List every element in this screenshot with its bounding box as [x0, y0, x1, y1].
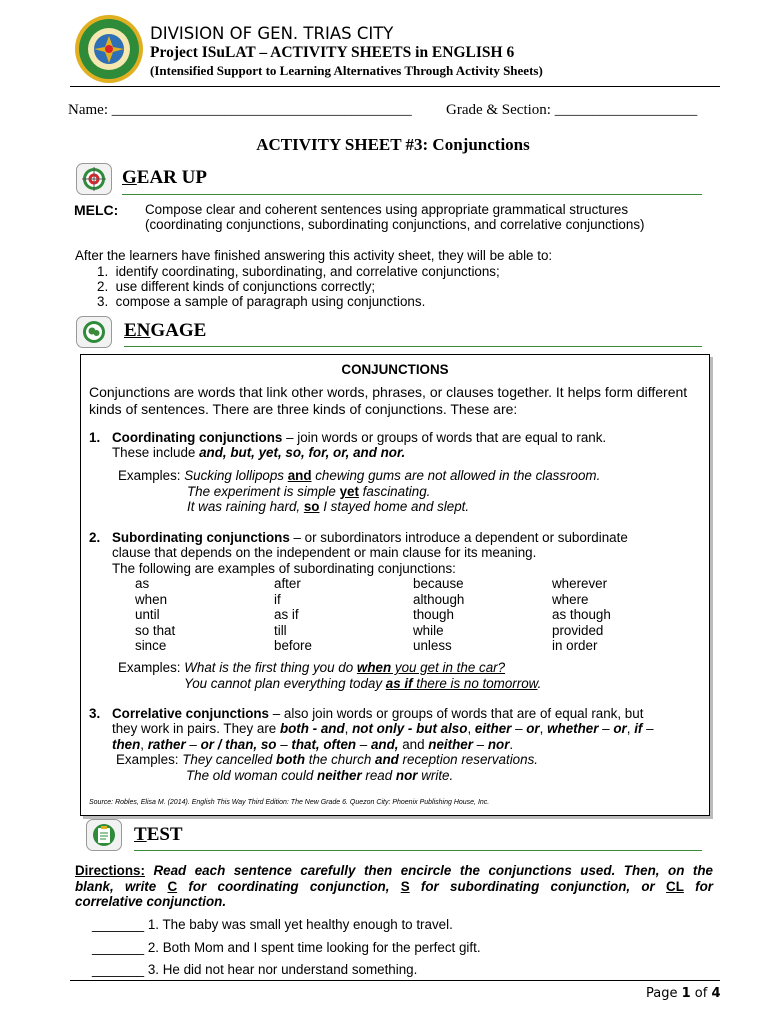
engage-initial: EN [124, 320, 151, 341]
example-conjunction: so [303, 499, 320, 514]
footer-divider [70, 980, 720, 981]
page-of: of [690, 986, 712, 1001]
correl-pair: neither [428, 737, 473, 752]
subord-word-grid [135, 576, 691, 654]
example-conjunction: neither [317, 768, 362, 783]
correl-text: – [185, 737, 201, 752]
example-conjunction: and [375, 752, 399, 767]
example-text: I stayed home and slept. [319, 499, 470, 514]
conjunctions-intro-1: Conjunctions are words that link other words, phrases, or clauses together. It helps form different [89, 384, 688, 400]
name-label: Name: [68, 102, 108, 118]
name-field[interactable] [68, 102, 412, 119]
correl-text: , [626, 721, 635, 736]
correl-pair: or [526, 721, 540, 736]
coord-def: – join words or groups of words that are equal to rank. [282, 430, 607, 445]
objective-number: 1. [97, 264, 109, 279]
subord-example-1 [118, 660, 505, 676]
division-name: DIVISION OF GEN. TRIAS CITY [150, 24, 394, 43]
correl-pair: that, often [291, 737, 357, 752]
melc-label: MELC: [74, 202, 119, 218]
correl-text: , [539, 721, 548, 736]
objective-item [97, 264, 500, 280]
directions-text: for subordinating conjunction, or [409, 879, 667, 894]
correl-pair: both - and [279, 721, 345, 736]
correl-pair: nor [487, 737, 510, 752]
coord-term: Coordinating conjunctions [112, 430, 283, 445]
objective-number: 3. [97, 294, 109, 309]
correl-pair: then [112, 737, 141, 752]
example-conjunction: as if [385, 676, 413, 691]
example-text: fascinating. [358, 484, 431, 499]
subord-term: Subordinating conjunctions [112, 530, 290, 545]
correl-pair: or [613, 721, 627, 736]
correl-definition [112, 706, 643, 722]
objective-item [97, 279, 375, 295]
correl-pair: or / than, so [200, 737, 277, 752]
directions-line-1 [75, 863, 713, 879]
directions-line-3: correlative conjunction. [75, 894, 227, 909]
page-indicator [646, 986, 721, 1001]
objective-text: use different kinds of conjunctions correctly; [115, 279, 376, 294]
example-text: chewing gums are not allowed in the classroom. [311, 468, 601, 483]
gear-up-rest: EAR UP [136, 167, 207, 188]
example-text: write. [417, 768, 454, 783]
example-text: . [537, 676, 542, 691]
correl-text: – [598, 721, 614, 736]
conjunctions-box-title: CONJUNCTIONS [341, 362, 449, 377]
subord-def-line-2: clause that depends on the independent or main clause for its meaning. [112, 545, 537, 560]
correl-pair: rather [147, 737, 186, 752]
conjunctions-intro-2: kinds of sentences. There are three kinds of conjunctions. These are: [89, 401, 518, 417]
correl-example-2 [186, 768, 453, 784]
subord-def-line-3: The following are examples of subordinating conjunctions: [112, 561, 456, 576]
subord-word: after [274, 576, 301, 591]
correl-examples-label: Examples: [116, 752, 183, 767]
subord-examples-label: Examples: [118, 660, 185, 675]
directions-code: C [167, 879, 178, 894]
name-blank: ________________________________________ [111, 102, 412, 118]
activity-title: ACTIVITY SHEET #3: Conjunctions [256, 135, 530, 154]
directions-code: CL [666, 879, 684, 894]
project-title: Project ISuLAT – ACTIVITY SHEETS in ENGLISH 6 [150, 44, 515, 61]
directions-code: S [400, 879, 410, 894]
answer-blank[interactable]: _______ [92, 940, 145, 955]
correl-pair: whether [547, 721, 599, 736]
subord-def: – or subordinators introduce a dependent or subordinate [289, 530, 628, 545]
engage-brain-icon [76, 316, 112, 348]
example-text: They cancelled [182, 752, 277, 767]
directions-text: blank, write [75, 879, 168, 894]
correl-pair: if [634, 721, 643, 736]
project-tagline: (Intensified Support to Learning Alternatives Through Activity Sheets) [150, 63, 543, 78]
subord-word: wherever [552, 576, 608, 591]
example-text: you get in the car? [391, 660, 506, 675]
test-clipboard-icon [86, 819, 122, 851]
test-item-text: 1. The baby was small yet healthy enough to travel. [144, 917, 453, 932]
example-text: the church [305, 752, 375, 767]
subord-word: since [135, 638, 167, 653]
test-item[interactable] [92, 940, 481, 956]
gear-up-heading [122, 167, 207, 189]
subord-word: unless [413, 638, 452, 653]
grade-section-field[interactable] [446, 102, 697, 119]
test-item-text: 3. He did not hear nor understand something. [144, 962, 418, 977]
subord-word: as though [552, 607, 611, 622]
example-conjunction: both [276, 752, 306, 767]
subord-word: where [552, 591, 589, 607]
subord-definition [112, 530, 628, 546]
directions-label: Directions: [75, 863, 145, 878]
subord-number: 2. [89, 530, 101, 545]
test-initial: T [134, 824, 147, 845]
division-seal-logo [74, 14, 144, 84]
engage-heading [124, 320, 206, 342]
correl-pair: either [474, 721, 512, 736]
subord-word: as if [274, 607, 299, 622]
melc-line-2: (coordinating conjunctions, subordinating conjunctions, and correlative conjunctions) [145, 217, 645, 232]
example-text: The experiment is simple [187, 484, 340, 499]
target-icon [76, 163, 112, 195]
correl-text: – [642, 721, 654, 736]
objectives-intro: After the learners have finished answering this activity sheet, they will be able to: [75, 248, 553, 263]
correl-text: – [511, 721, 527, 736]
subord-word: when [135, 591, 168, 607]
example-text: read [361, 768, 396, 783]
subord-word: while [413, 622, 444, 638]
melc-line-1: Compose clear and coherent sentences using appropriate grammatical structures [145, 202, 629, 217]
objective-text: compose a sample of paragraph using conjunctions. [115, 294, 426, 309]
test-rest: EST [146, 824, 183, 845]
objective-number: 2. [97, 279, 109, 294]
correl-number: 3. [89, 706, 101, 721]
page-label: Page [646, 986, 682, 1001]
subord-word: if [274, 591, 281, 607]
example-conjunction: and [287, 468, 312, 483]
coord-examples-label: Examples: [118, 468, 185, 483]
subord-word: although [413, 591, 465, 607]
subord-word: as [135, 576, 150, 591]
test-item-text: 2. Both Mom and I spent time looking for the perfect gift. [144, 940, 481, 955]
directions-line-2 [75, 879, 713, 895]
subord-word: because [413, 576, 464, 591]
engage-divider [124, 346, 702, 347]
page-number: 1 [681, 986, 691, 1001]
test-item[interactable] [92, 917, 453, 933]
directions-text: for [683, 879, 713, 894]
example-conjunction: nor [395, 768, 418, 783]
page-total: 4 [711, 986, 721, 1001]
example-conjunction: yet [339, 484, 359, 499]
subord-word: though [413, 607, 454, 622]
example-text: What is the first thing you do [184, 660, 357, 675]
correl-text: and [398, 737, 429, 752]
coord-include-list: and, but, yet, so, for, or, and nor. [199, 445, 406, 460]
correl-text: – [356, 737, 371, 752]
grade-section-blank: ___________________ [554, 102, 698, 118]
correl-pair: and, [370, 737, 399, 752]
gear-up-divider [122, 194, 702, 195]
coord-include-prefix: These include [112, 445, 200, 460]
correl-term: Correlative conjunctions [112, 706, 270, 721]
subord-word: until [135, 607, 160, 622]
subord-word: before [274, 638, 312, 653]
example-conjunction: when [356, 660, 392, 675]
correl-text: , [140, 737, 148, 752]
coord-include [112, 445, 405, 461]
header-divider [70, 86, 720, 87]
objective-item [97, 294, 425, 310]
coord-example-1 [118, 468, 600, 484]
test-divider [134, 850, 702, 851]
correl-text: , [467, 721, 475, 736]
answer-blank[interactable]: _______ [92, 917, 145, 932]
correl-text: – [276, 737, 292, 752]
example-text: Sucking lollipops [184, 468, 288, 483]
correl-text: – [472, 737, 488, 752]
correl-def: – also join words or groups of words that are of equal rank, but [269, 706, 644, 721]
correl-pair: not only - but also [352, 721, 468, 736]
correl-text: they work in pairs. They are [112, 721, 280, 736]
coord-example-2 [187, 484, 430, 500]
correl-text: . [509, 737, 514, 752]
grade-section-label: Grade & Section: [446, 102, 551, 118]
source-citation: Source: Robles, Elisa M. (2014). English This Way Third Edition: The New Grade 6. Quezon City: Phoenix Publishing House, Inc. [89, 799, 490, 806]
answer-blank[interactable]: _______ [92, 962, 145, 977]
gear-up-initial: G [122, 167, 137, 188]
example-text: reception reservations. [398, 752, 538, 767]
correl-pairs-line-1 [112, 721, 654, 737]
subord-word: so that [135, 622, 176, 638]
coord-number: 1. [89, 430, 101, 445]
coord-example-3 [187, 499, 469, 515]
objective-text: identify coordinating, subordinating, and correlative conjunctions; [115, 264, 500, 279]
directions-text: for coordinating conjunction, [177, 879, 401, 894]
example-text: It was raining hard, [187, 499, 304, 514]
correl-pairs-line-2 [112, 737, 513, 753]
example-text: You cannot plan everything today [184, 676, 386, 691]
test-heading [134, 824, 183, 846]
subord-word: in order [552, 638, 598, 653]
engage-rest: GAGE [150, 320, 207, 341]
correl-example-1 [116, 752, 538, 768]
example-text: The old woman could [186, 768, 318, 783]
test-item[interactable] [92, 962, 417, 978]
coord-definition [112, 430, 606, 446]
subord-word: till [274, 622, 287, 638]
correl-text: , [344, 721, 353, 736]
subord-example-2 [184, 676, 541, 692]
example-text: there is no tomorrow [412, 676, 538, 691]
directions-text: Read each sentence carefully then encircle the conjunctions used. Then, on the [144, 863, 713, 878]
subord-word: provided [552, 622, 604, 638]
